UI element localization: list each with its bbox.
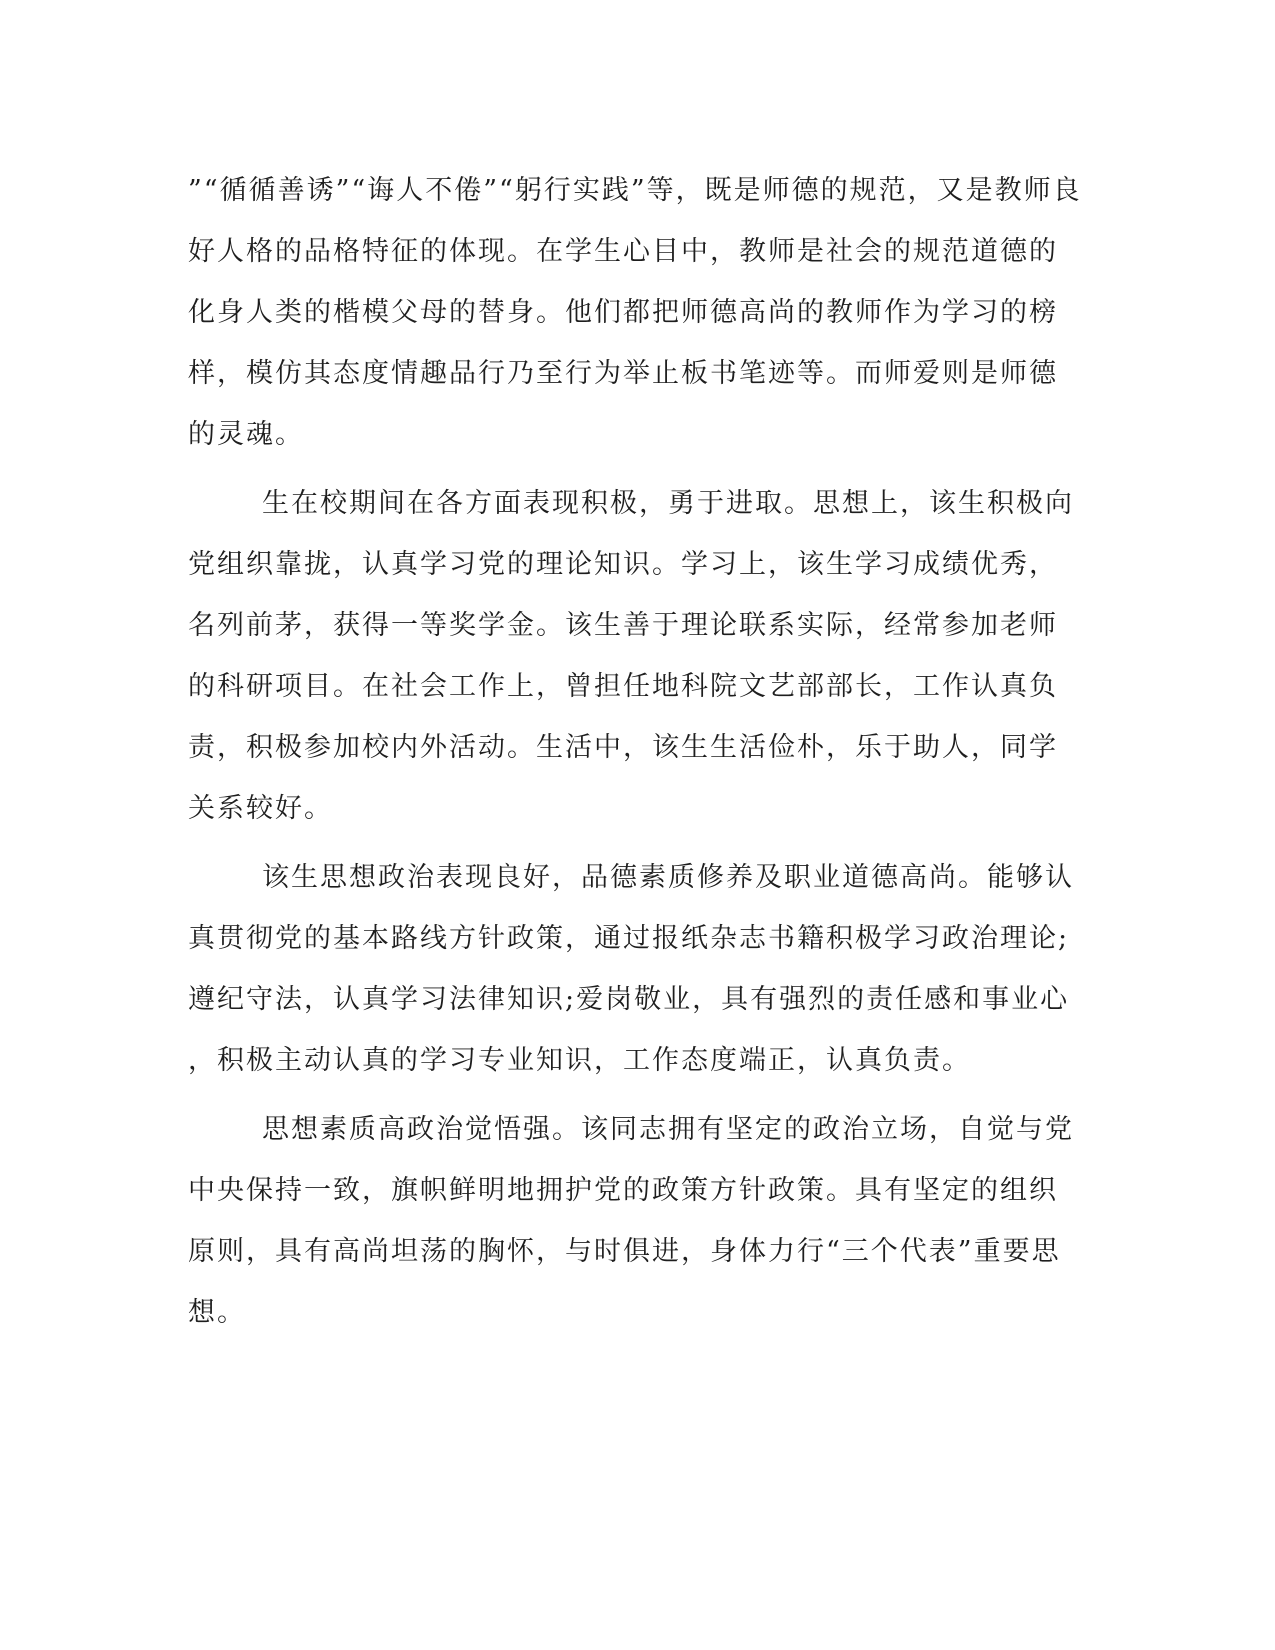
text-line: 责，积极参加校内外活动。生活中，该生生活俭朴，乐于助人，同学 [188,732,1058,763]
document-body [188,160,1088,1351]
text-line: 遵纪守法，认真学习法律知识;爱岗敬业，具有强烈的责任感和事业心 [188,984,1070,1015]
text-line: 样，模仿其态度情趣品行乃至行为举止板书笔迹等。而师爱则是师德 [188,358,1058,389]
text-line: 思想素质高政治觉悟强。该同志拥有坚定的政治立场，自觉与党 [262,1114,1074,1145]
paragraph-3 [188,847,1088,1091]
text-line: 的科研项目。在社会工作上，曾担任地科院文艺部部长，工作认真负 [188,671,1058,702]
text-line: ”“循循善诱”“诲人不倦”“躬行实践”等，既是师德的规范，又是教师良 [188,175,1082,206]
text-line: 名列前茅，获得一等奖学金。该生善于理论联系实际，经常参加老师 [188,610,1058,641]
text-line: 好人格的品格特征的体现。在学生心目中，教师是社会的规范道德的 [188,236,1058,267]
text-line: 真贯彻党的基本路线方针政策，通过报纸杂志书籍积极学习政治理论; [188,923,1070,954]
text-line: 中央保持一致，旗帜鲜明地拥护党的政策方针政策。具有坚定的组织 [188,1175,1058,1206]
paragraph-4 [188,1099,1088,1343]
text-line: 该生思想政治表现良好，品德素质修养及职业道德高尚。能够认 [262,862,1074,893]
paragraph-2 [188,473,1088,839]
text-line: 想。 [188,1297,246,1328]
text-line: 原则，具有高尚坦荡的胸怀，与时俱进，身体力行“三个代表”重要思 [188,1236,1061,1267]
text-line: 党组织靠拢，认真学习党的理论知识。学习上，该生学习成绩优秀， [188,549,1058,580]
text-line: 化身人类的楷模父母的替身。他们都把师德高尚的教师作为学习的榜 [188,297,1058,328]
text-line: ，积极主动认真的学习专业知识，工作态度端正，认真负责。 [188,1045,971,1076]
text-line: 生在校期间在各方面表现积极，勇于进取。思想上，该生积极向 [262,488,1074,519]
text-line: 的灵魂。 [188,419,304,450]
paragraph-1 [188,160,1088,465]
text-line: 关系较好。 [188,793,333,824]
